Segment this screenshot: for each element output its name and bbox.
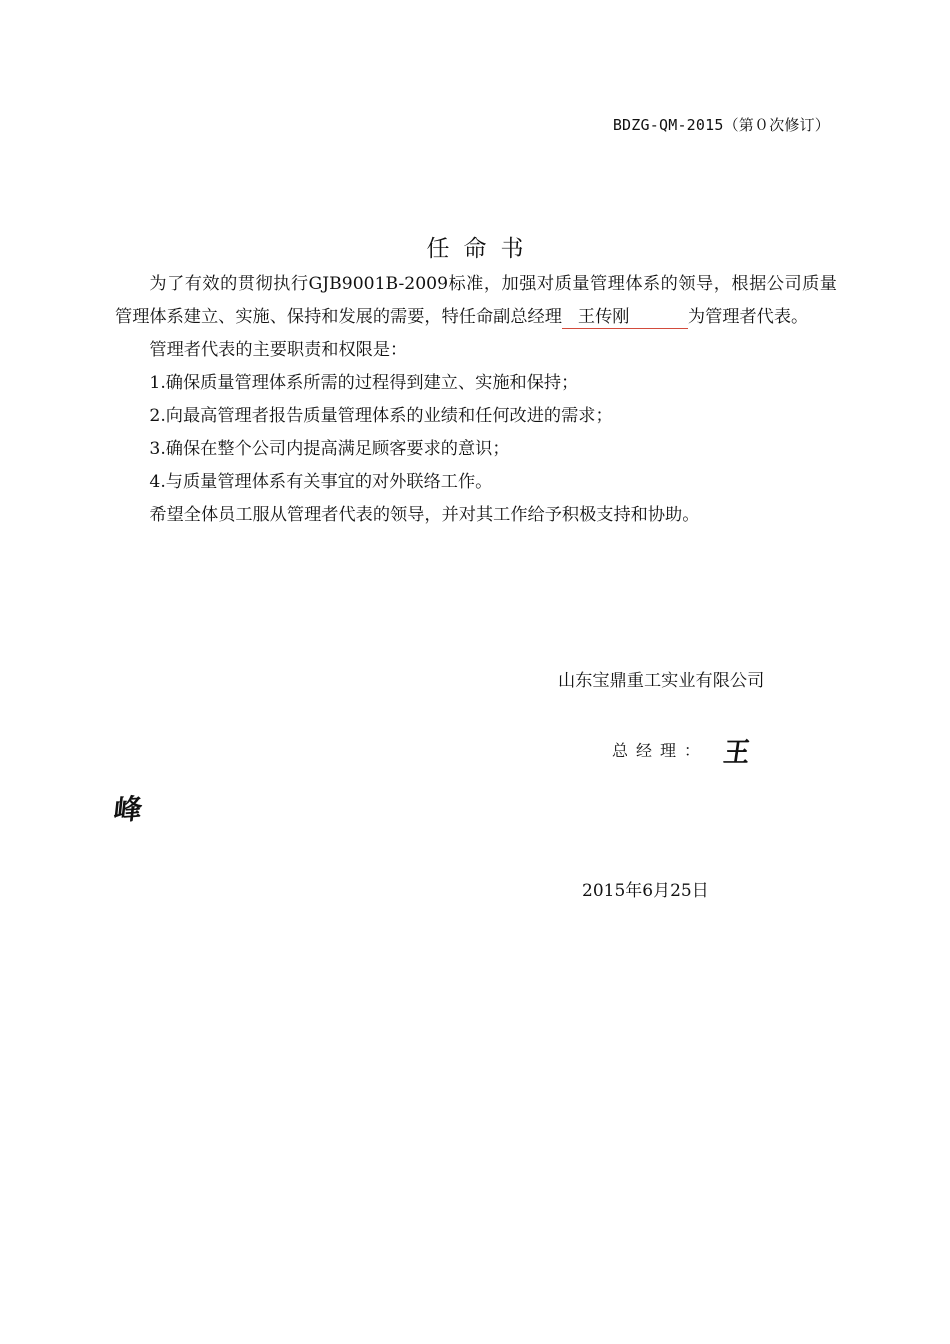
manager-label: 总经理： (612, 741, 709, 760)
duty-item: 4.与质量管理体系有关事宜的对外联络工作。 (149, 472, 493, 492)
handwritten-signature: 峰 (111, 792, 144, 827)
appointment-paragraph (115, 268, 837, 334)
document-date: 2015年6月25日 (582, 881, 709, 901)
appointment-text-tail: 为管理者代表。 (687, 307, 809, 327)
document-title: 任命书 (426, 236, 538, 262)
duty-item: 1.确保质量管理体系所需的过程得到建立、实施和保持； (149, 373, 579, 393)
duty-item: 2.向最高管理者报告质量管理体系的业绩和任何改进的需求； (149, 406, 613, 426)
appointee-name: 王传刚 (562, 306, 688, 329)
document-body (115, 268, 837, 532)
duties-intro: 管理者代表的主要职责和权限是： (149, 340, 408, 360)
company-name: 山东宝鼎重工实业有限公司 (558, 671, 765, 691)
closing-paragraph: 希望全体员工服从管理者代表的领导，并对其工作给予积极支持和协助。 (149, 505, 700, 525)
manager-signature-row (612, 738, 708, 761)
appointment-text: 为了有效的贯彻执行GJB9001B-2009标准，加强对质量管理体系的领导，根据公司质量管理体系建立、实施、保持和发展的需要，特任命副总经理 (115, 274, 837, 327)
duty-item: 3.确保在整个公司内提高满足顾客要求的意识； (149, 439, 510, 459)
document-code: BDZG-QM-2015（第０次修订） (612, 116, 830, 134)
handwritten-signature: 王 (721, 737, 752, 769)
